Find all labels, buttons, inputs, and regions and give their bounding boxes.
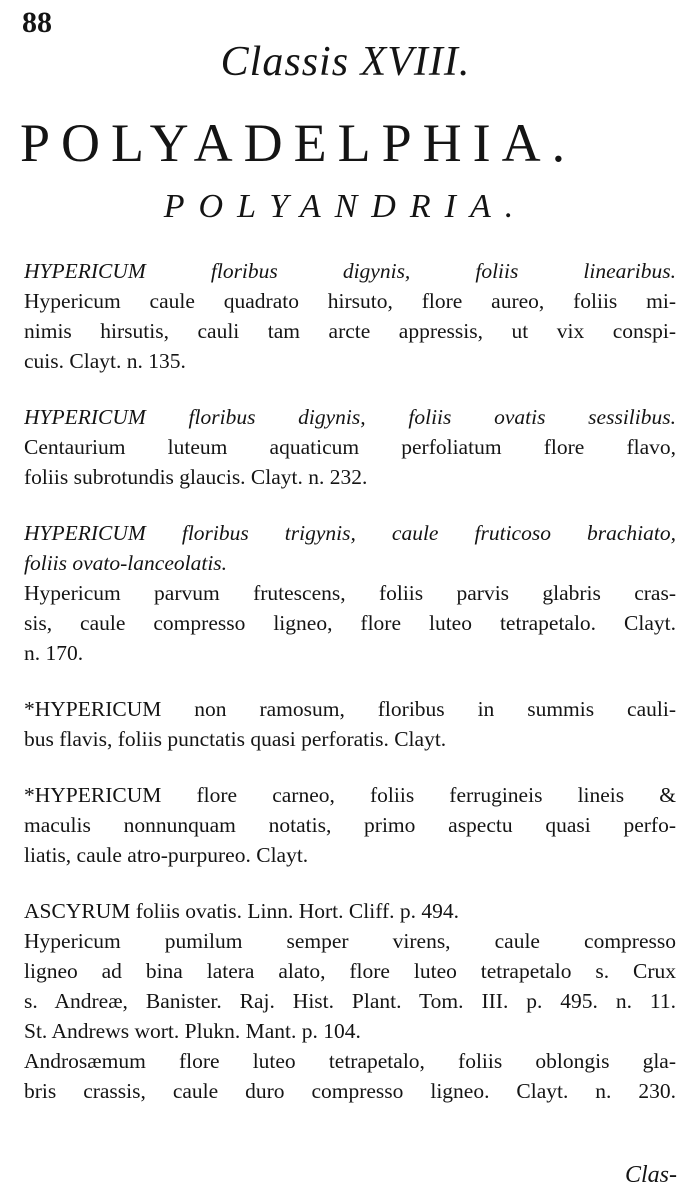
entry-line: sis, caule compresso ligneo, flore luteo tetrapetalo. Clayt. bbox=[24, 611, 676, 635]
entry-ascyrum bbox=[24, 896, 676, 1106]
catchword: Clas- bbox=[624, 1162, 677, 1188]
entry-line: cuis. Clayt. n. 135. bbox=[24, 349, 186, 373]
entry-line: Hypericum pumilum semper virens, caule compresso bbox=[24, 929, 676, 953]
entry-line: HYPERICUM floribus digynis, foliis ovatis sessilibus. bbox=[24, 405, 676, 429]
entry-line: ASCYRUM foliis ovatis. Linn. Hort. Cliff. p. 494. bbox=[24, 899, 459, 923]
entry-line: s. Andreæ, Banister. Raj. Hist. Plant. Tom. III. p. 495. n. 11. bbox=[24, 989, 676, 1013]
entry-line: HYPERICUM floribus digynis, foliis linearibus. bbox=[24, 259, 676, 283]
entry-line: bus flavis, foliis punctatis quasi perforatis. Clayt. bbox=[24, 727, 447, 751]
entry-line: maculis nonnunquam notatis, primo aspectu quasi perfo- bbox=[24, 813, 676, 837]
class-name-heading: POLYADELPHIA. bbox=[20, 113, 577, 173]
entry-line: *HYPERICUM non ramosum, floribus in summis cauli- bbox=[24, 697, 676, 721]
entry-line: n. 170. bbox=[24, 641, 84, 665]
entry-line: HYPERICUM floribus trigynis, caule fruticoso brachiato, bbox=[24, 521, 676, 545]
entry-line: St. Andrews wort. Plukn. Mant. p. 104. bbox=[24, 1019, 361, 1043]
entry-line: nimis hirsutis, cauli tam arcte appressis, ut vix conspi- bbox=[24, 319, 676, 343]
entry-hypericum-carneo bbox=[24, 780, 676, 870]
entry-hypericum-sessilibus bbox=[24, 402, 676, 492]
entry-hypericum-trigynis bbox=[24, 518, 676, 668]
order-name-heading: POLYANDRIA. bbox=[163, 188, 528, 225]
entry-line: liatis, caule atro-purpureo. Clayt. bbox=[24, 843, 309, 867]
entry-line: foliis subrotundis glaucis. Clayt. n. 232. bbox=[24, 465, 368, 489]
entry-line: Centaurium luteum aquaticum perfoliatum flore flavo, bbox=[24, 435, 676, 459]
entry-line: Hypericum caule quadrato hirsuto, flore aureo, foliis mi- bbox=[24, 289, 676, 313]
entry-line: Hypericum parvum frutescens, foliis parvis glabris cras- bbox=[24, 581, 676, 605]
entry-line: foliis ovato-lanceolatis. bbox=[24, 551, 228, 575]
page-number: 88 bbox=[22, 6, 52, 39]
entry-line: Androsæmum flore luteo tetrapetalo, foliis oblongis gla- bbox=[24, 1049, 676, 1073]
entry-line: bris crassis, caule duro compresso ligneo. Clayt. n. 230. bbox=[24, 1079, 676, 1103]
entry-hypericum-non-ramosum bbox=[24, 694, 676, 754]
entry-line: *HYPERICUM flore carneo, foliis ferrugineis lineis & bbox=[24, 783, 676, 807]
entry-line: ligneo ad bina latera alato, flore luteo tetrapetalo s. Crux bbox=[24, 959, 676, 983]
classis-heading: Classis XVIII. bbox=[220, 39, 471, 85]
entry-hypericum-linearibus bbox=[24, 256, 676, 376]
entries-list bbox=[24, 256, 676, 1132]
